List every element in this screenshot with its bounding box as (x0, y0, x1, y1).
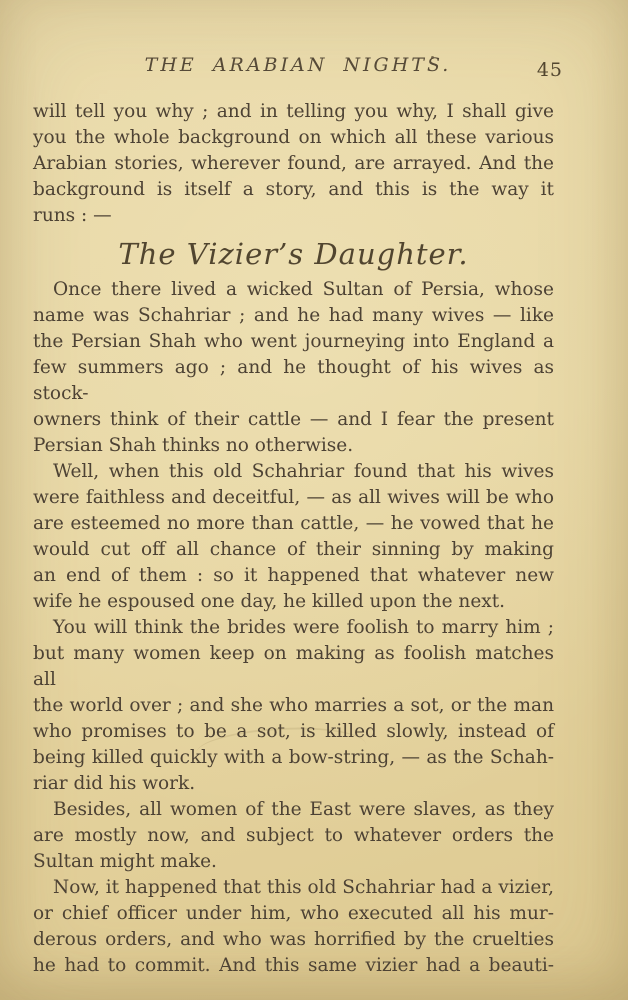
text-line: riar did his work. (33, 773, 196, 794)
text-line: few summers ago ; and he thought of his wives as stock- (33, 357, 554, 404)
section-heading: The Vizier’s Daughter. (118, 237, 469, 271)
page-body (33, 99, 554, 979)
text-line: are mostly now, and subject to whatever orders the (33, 825, 554, 846)
page-number: 45 (536, 59, 563, 81)
text-line: but many women keep on making as foolish matches all (33, 643, 554, 690)
text-line: Persian Shah thinks no otherwise. (33, 435, 354, 456)
text-line: the world over ; and she who marries a sot, or the man (33, 695, 554, 716)
paragraph (33, 615, 554, 797)
text-line: wife he espoused one day, he killed upon the next. (33, 591, 506, 612)
paragraph (33, 797, 554, 875)
text-line: owners think of their cattle — and I fear the present (33, 409, 554, 430)
text-line: runs : — (33, 205, 112, 226)
text-line: were faithless and deceitful, — as all wives will be who (33, 487, 554, 508)
text-line: an end of them : so it happened that whatever new (33, 565, 554, 586)
text-line: he had to commit. And this same vizier had a beauti- (33, 955, 554, 976)
text-line: or chief officer under him, who executed all his mur- (33, 903, 554, 924)
text-line: Once there lived a wicked Sultan of Persia, whose (53, 279, 554, 300)
text-line: Well, when this old Schahriar found that his wives (53, 461, 554, 482)
text-line: who promises to be a sot, is killed slowly, instead of (33, 721, 554, 742)
text-line: Arabian stories, wherever found, are arrayed. And the (33, 153, 554, 174)
paragraph (33, 277, 554, 459)
header-title: THE ARABIAN NIGHTS. (144, 54, 452, 76)
text-line: background is itself a story, and this is the way it (33, 179, 554, 200)
text-line: derous orders, and who was horrified by the cruelties (33, 929, 554, 950)
text-line: Now, it happened that this old Schahriar had a vizier, (53, 877, 554, 898)
text-line: being killed quickly with a bow-string, — as the Schah- (33, 747, 554, 768)
text-line: you the whole background on which all these various (33, 127, 554, 148)
paragraph (33, 459, 554, 615)
paragraph (33, 875, 554, 979)
text-line: name was Schahriar ; and he had many wives — like (33, 305, 554, 326)
running-header (33, 54, 563, 82)
text-line: are esteemed no more than cattle, — he vowed that he (33, 513, 554, 534)
text-line: Besides, all women of the East were slaves, as they (53, 799, 554, 820)
text-line: Sultan might make. (33, 851, 217, 872)
text-line: the Persian Shah who went journeying into England a (33, 331, 554, 352)
text-line: You will think the brides were foolish to marry him ; (53, 617, 554, 638)
paragraph (33, 99, 554, 229)
text-line: will tell you why ; and in telling you why, I shall give (33, 101, 554, 122)
text-line: would cut off all chance of their sinning by making (33, 539, 554, 560)
